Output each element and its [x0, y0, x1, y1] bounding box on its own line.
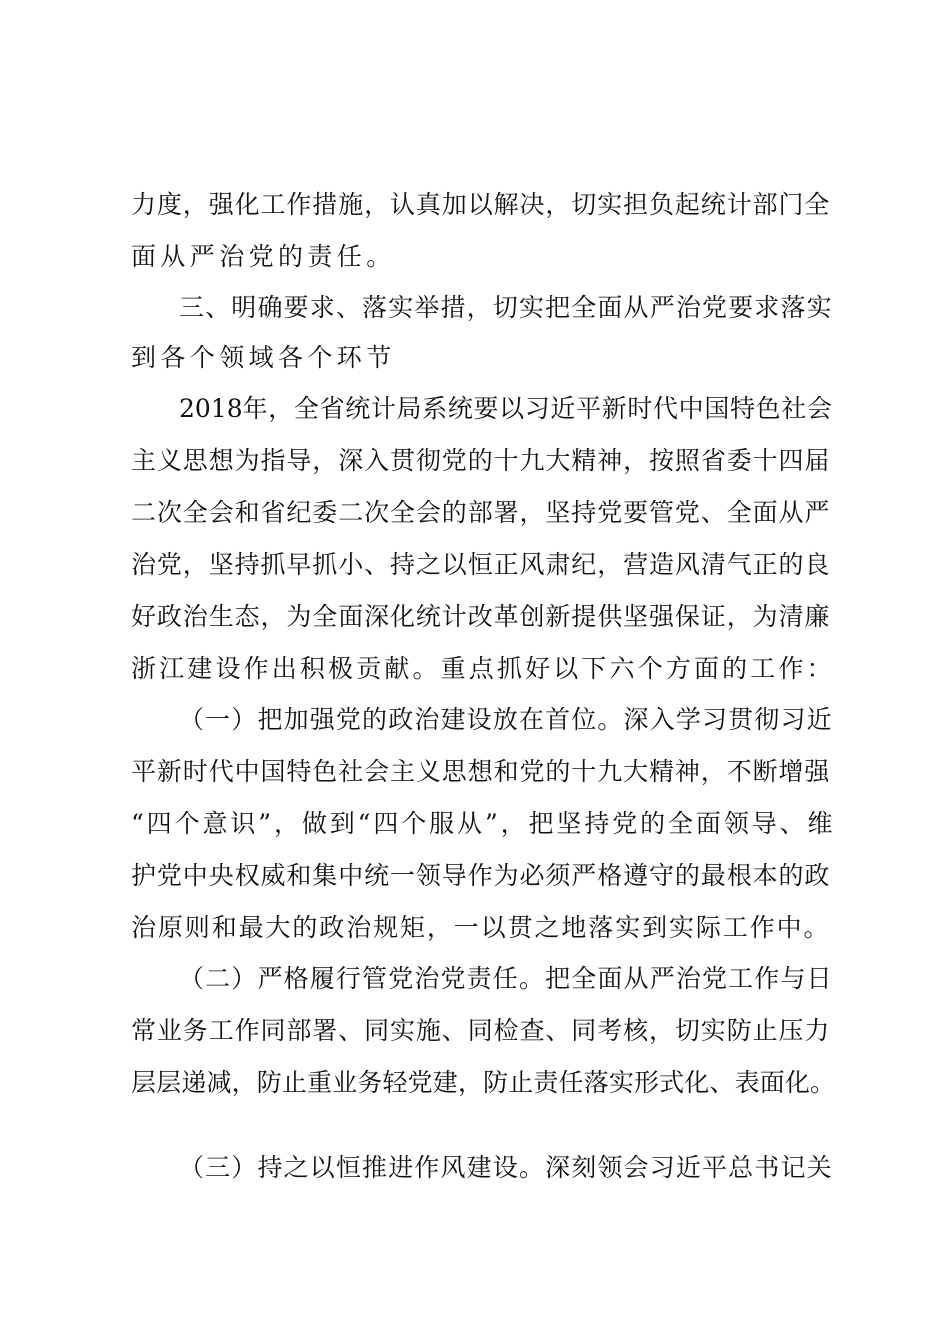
item-one-first-line: （一）把加强党的政治建设放在首位。深入学习贯彻习近: [179, 705, 833, 734]
text-line: 治原则和最大的政治规矩，一以贯之地落实到实际工作中。: [131, 913, 831, 942]
section-heading-line: 到各个领域各个环节: [131, 343, 396, 372]
text-line: 治党，坚持抓早抓小、持之以恒正风肃纪，营造风清气正的良: [131, 550, 831, 579]
section-heading-line: 三、明确要求、落实举措，切实把全面从严治党要求落实: [179, 293, 833, 322]
text-line: 主义思想为指导，深入贯彻党的十九大精神，按照省委十四届: [131, 446, 831, 475]
item-three-first-line: （三）持之以恒推进作风建设。深刻领会习近平总书记关: [179, 1153, 833, 1182]
text-line: 力度，强化工作措施，认真加以解决，切实担负起统计部门全: [131, 190, 831, 219]
text-line: 护党中央权威和集中统一领导作为必须严格遵守的最根本的政: [131, 861, 831, 890]
text-line: 浙江建设作出积极贡献。重点抓好以下六个方面的工作：: [131, 654, 835, 683]
text-line: 常业务工作同部署、同实施、同检查、同考核，切实防止压力: [131, 1016, 831, 1045]
text-line: 层层递减，防止重业务轻党建，防止责任落实形式化、表面化。: [131, 1068, 836, 1097]
text-line: 好政治生态，为全面深化统计改革创新提供坚强保证，为清廉: [131, 602, 831, 631]
paragraph-first-line: [179, 389, 833, 429]
year-number: 2018: [179, 394, 243, 423]
text-line: 二次全会和省纪委二次全会的部署，坚持党要管党、全面从严: [131, 498, 831, 527]
paragraph-first-line-text: 年，全省统计局系统要以习近平新时代中国特色社会: [242, 394, 833, 423]
text-line: 平新时代中国特色社会主义思想和党的十九大精神，不断增强: [131, 757, 831, 786]
item-two-first-line: （二）严格履行管党治党责任。把全面从严治党工作与日: [179, 964, 833, 993]
text-line: 面从严治党的责任。: [131, 242, 396, 271]
text-line: “四个意识”，做到“四个服从”，把坚持党的全面领导、维: [131, 809, 836, 838]
